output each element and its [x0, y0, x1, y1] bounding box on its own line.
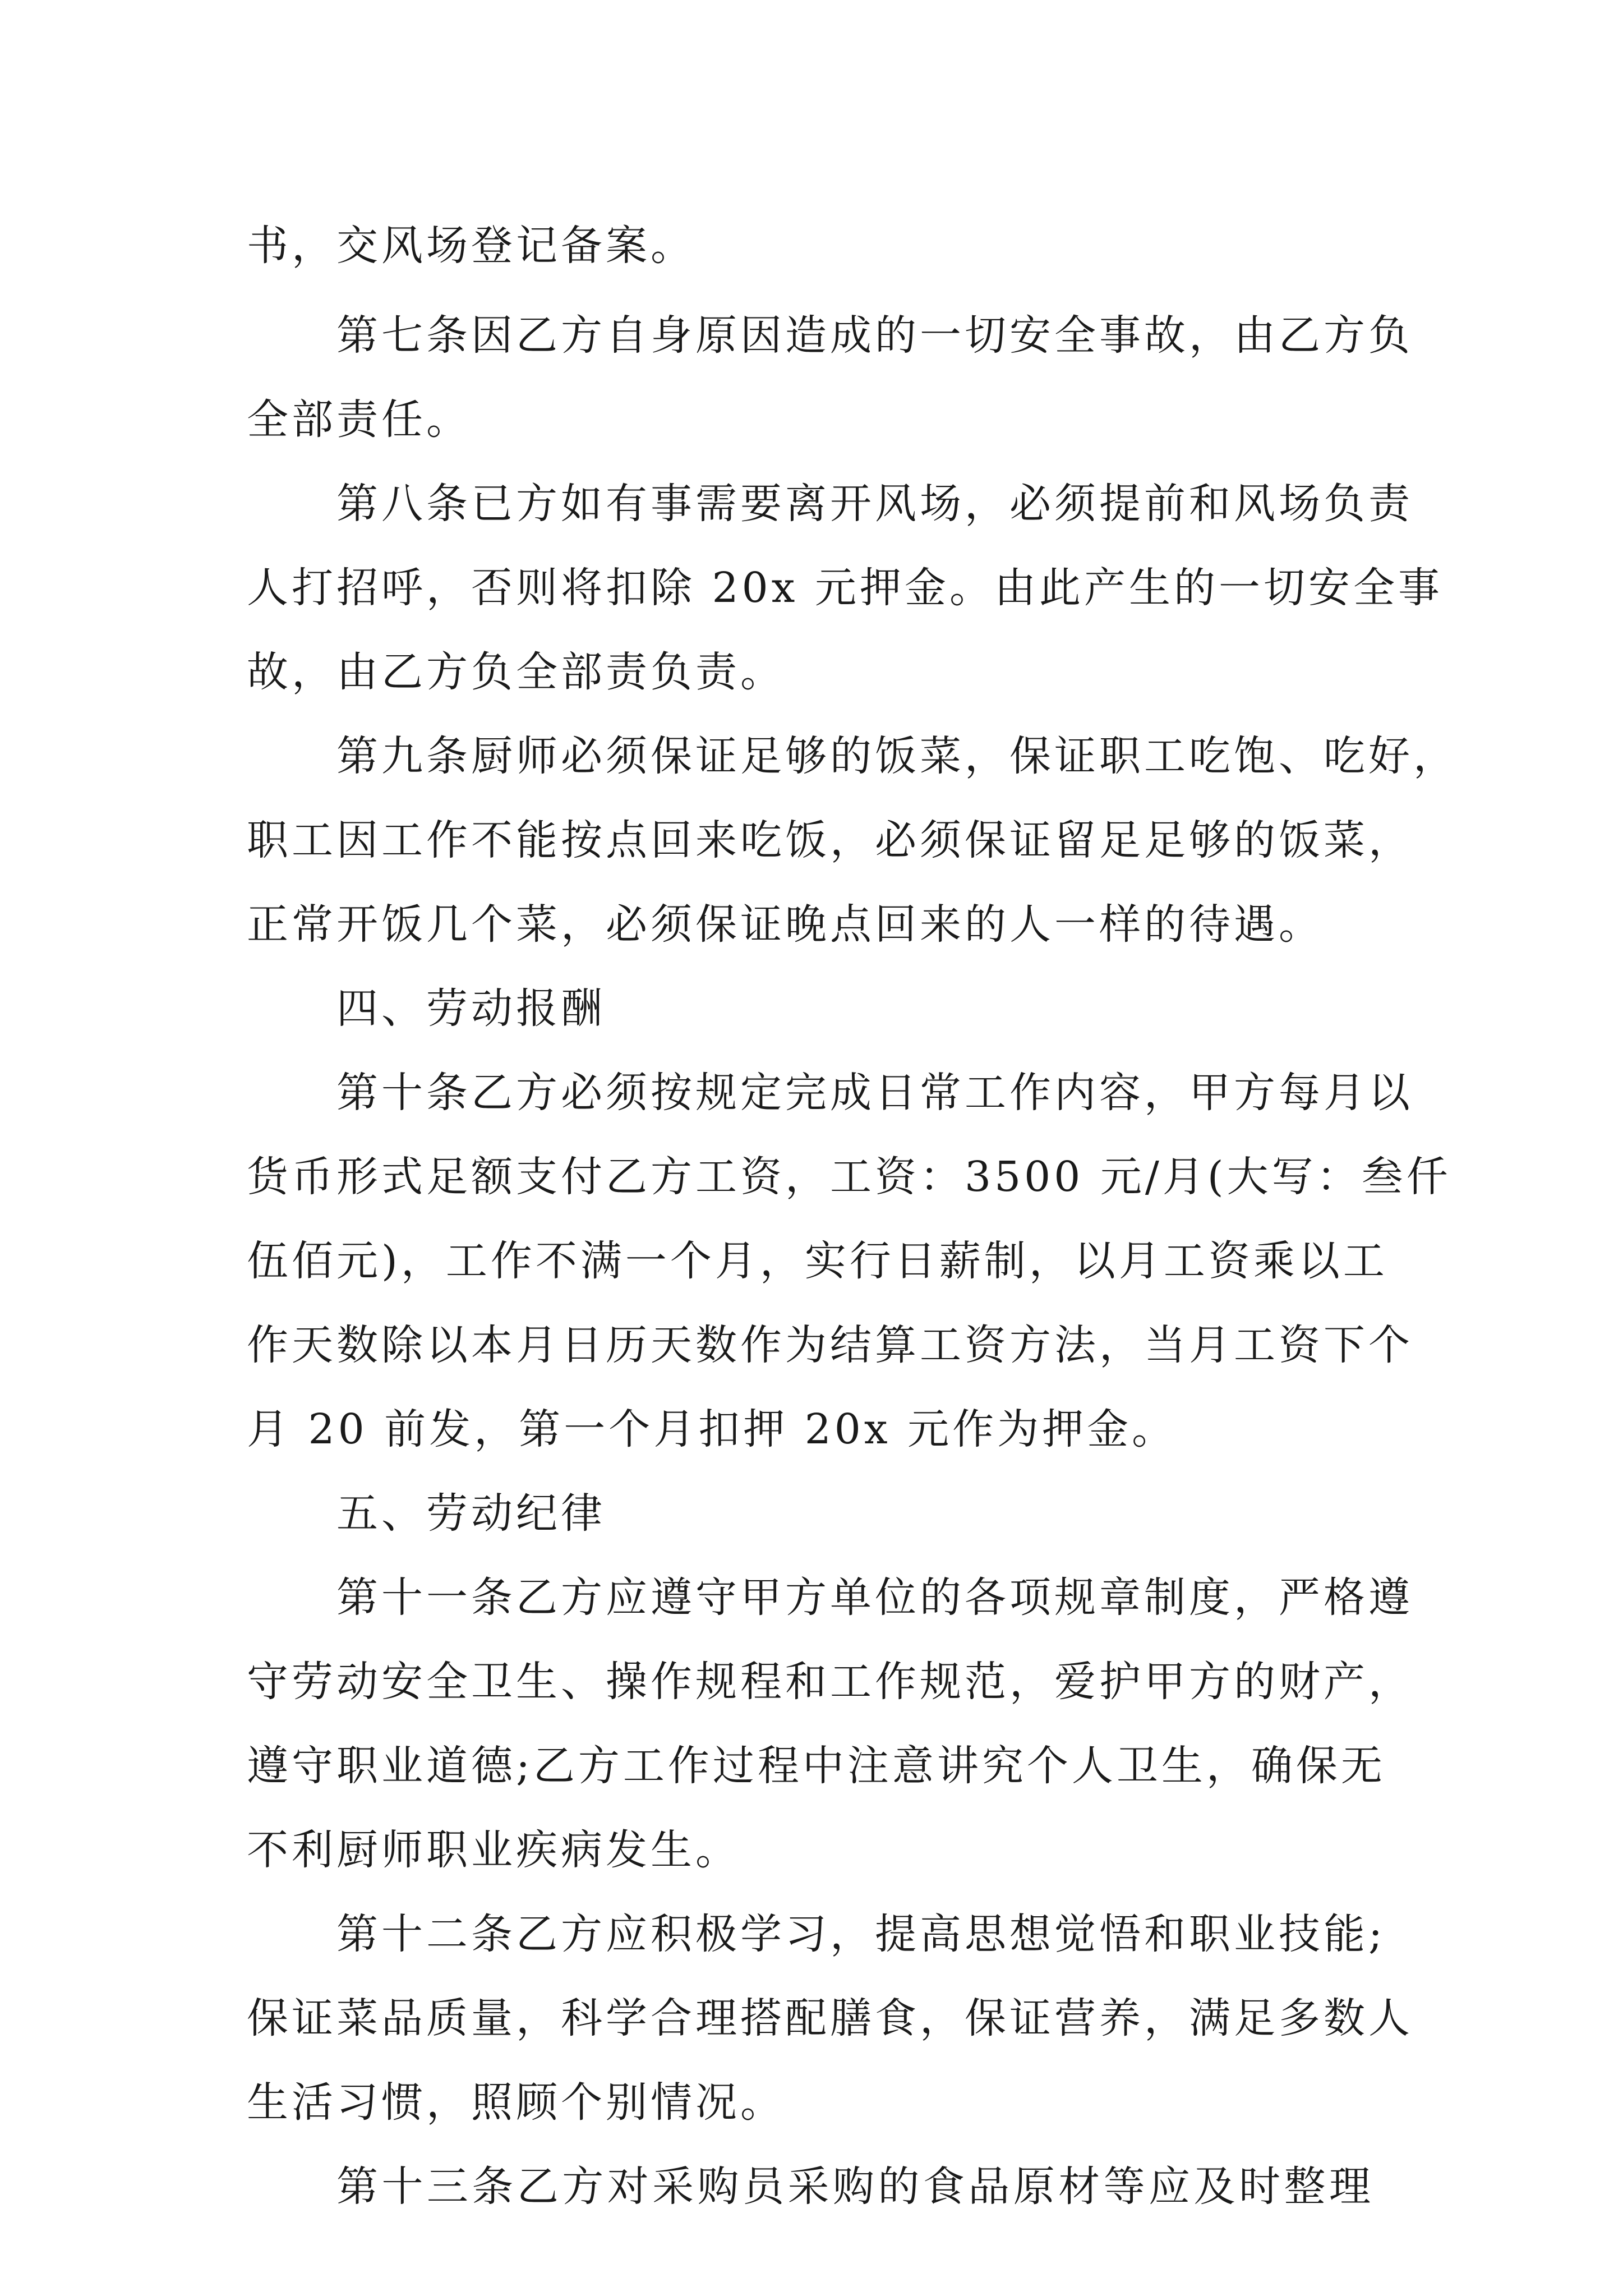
text-line: 保证菜品质量，科学合理搭配膳食，保证营养，满足多数人 — [247, 1994, 1413, 2042]
text-line: 第八条已方如有事需要离开风场，必须提前和风场负责 — [336, 480, 1413, 528]
text-line: 生活习惯，照顾个别情况。 — [247, 2078, 785, 2127]
text-line: 遵守职业道德;乙方工作过程中注意讲究个人卫生，确保无 — [247, 1742, 1386, 1790]
text-line: 故，由乙方负全部责负责。 — [247, 648, 785, 696]
text-line: 第十一条乙方应遵守甲方单位的各项规章制度，严格遵 — [336, 1573, 1413, 1622]
text-line: 第九条厨师必须保证足够的饭菜，保证职工吃饱、吃好， — [336, 732, 1458, 780]
text-line: 职工因工作不能按点回来吃饭，必须保证留足足够的饭菜， — [247, 816, 1413, 864]
text-line: 人打招呼，否则将扣除 20x 元押金。由此产生的一切安全事 — [247, 564, 1443, 612]
text-line: 全部责任。 — [247, 395, 471, 444]
text-line: 第十二条乙方应积极学习，提高思想觉悟和职业技能; — [336, 1910, 1386, 1958]
text-line: 第十条乙方必须按规定完成日常工作内容，甲方每月以 — [336, 1069, 1413, 1117]
text-line: 守劳动安全卫生、操作规程和工作规范，爱护甲方的财产， — [247, 1658, 1413, 1706]
text-line: 月 20 前发，第一个月扣押 20x 元作为押金。 — [247, 1405, 1177, 1453]
text-line: 作天数除以本月日历天数作为结算工资方法，当月工资下个 — [247, 1321, 1413, 1369]
section-heading: 五、劳动纪律 — [336, 1489, 606, 1538]
text-line: 不利厨师职业疾病发生。 — [247, 1826, 740, 1874]
text-line: 正常开饭几个菜，必须保证晚点回来的人一样的待遇。 — [247, 900, 1324, 949]
text-line: 书，交风场登记备案。 — [247, 222, 695, 270]
text-line: 货币形式足额支付乙方工资，工资：3500 元/月(大写：叁仟 — [247, 1153, 1451, 1201]
section-heading: 四、劳动报酬 — [336, 984, 606, 1033]
text-line: 伍佰元)，工作不满一个月，实行日薪制，以月工资乘以工 — [247, 1237, 1388, 1285]
text-line: 第十三条乙方对采购员采购的食品原材等应及时整理 — [336, 2162, 1374, 2211]
text-line: 第七条因乙方自身原因造成的一切安全事故，由乙方负 — [336, 311, 1413, 360]
